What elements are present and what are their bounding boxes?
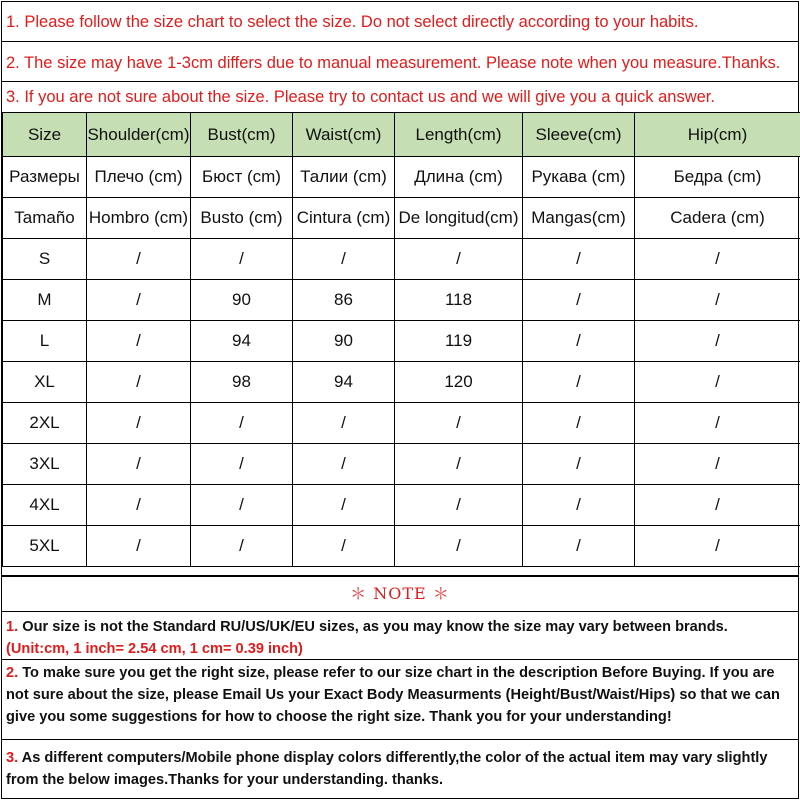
es-label: Cintura (cm): [293, 198, 395, 239]
ru-label: Рукава (cm): [523, 157, 635, 198]
es-label: Tamaño: [3, 198, 87, 239]
measurement-cell: /: [395, 444, 523, 485]
table-row: [3, 239, 800, 280]
note-title: ＊ NOTE ＊: [2, 577, 798, 612]
measurement-cell: /: [635, 485, 800, 526]
measurement-cell: 94: [191, 321, 293, 362]
measurement-cell: 119: [395, 321, 523, 362]
top-note-1: 1. Please follow the size chart to select the size. Do not select directly according to your habits.: [2, 2, 798, 42]
table-row: [3, 403, 800, 444]
notes-section: [2, 575, 798, 798]
table-row: [3, 321, 800, 362]
size-cell: M: [3, 280, 87, 321]
note-1: [2, 612, 798, 660]
measurement-cell: 94: [293, 362, 395, 403]
size-cell: L: [3, 321, 87, 362]
measurement-cell: /: [523, 321, 635, 362]
measurement-cell: /: [523, 239, 635, 280]
table-row: [3, 485, 800, 526]
measurement-cell: 98: [191, 362, 293, 403]
header-hip: Hip(cm): [635, 113, 800, 157]
header-shoulder: Shoulder(cm): [87, 113, 191, 157]
measurement-cell: /: [635, 280, 800, 321]
measurement-cell: /: [395, 526, 523, 567]
measurement-cell: /: [191, 403, 293, 444]
measurement-cell: /: [523, 526, 635, 567]
size-cell: XL: [3, 362, 87, 403]
measurement-cell: /: [635, 526, 800, 567]
measurement-cell: /: [87, 239, 191, 280]
ru-label: Плечо (cm): [87, 157, 191, 198]
measurement-cell: /: [87, 403, 191, 444]
es-label: Mangas(cm): [523, 198, 635, 239]
measurement-cell: /: [293, 403, 395, 444]
note-2-number: 2.: [6, 665, 18, 681]
ru-label: Бедра (cm): [635, 157, 800, 198]
spanish-label-row: [3, 198, 800, 239]
note-3: [2, 740, 798, 798]
measurement-cell: /: [523, 280, 635, 321]
measurement-cell: /: [395, 239, 523, 280]
es-label: Hombro (cm): [87, 198, 191, 239]
ru-label: Талии (cm): [293, 157, 395, 198]
table-row: [3, 280, 800, 321]
size-table: [2, 112, 800, 567]
note-1-number: 1.: [6, 619, 18, 635]
measurement-cell: /: [523, 444, 635, 485]
measurement-cell: /: [191, 444, 293, 485]
table-row: [3, 362, 800, 403]
measurement-cell: /: [87, 444, 191, 485]
measurement-cell: /: [635, 321, 800, 362]
table-row: [3, 526, 800, 567]
es-label: Cadera (cm): [635, 198, 800, 239]
size-cell: 2XL: [3, 403, 87, 444]
size-cell: S: [3, 239, 87, 280]
ru-label: Длина (cm): [395, 157, 523, 198]
top-note-3: 3. If you are not sure about the size. Please try to contact us and we will give you a quick answer.: [2, 82, 798, 112]
measurement-cell: /: [395, 403, 523, 444]
measurement-cell: /: [191, 239, 293, 280]
russian-label-row: [3, 157, 800, 198]
header-size: Size: [3, 113, 87, 157]
top-note-2: 2. The size may have 1-3cm differs due to manual measurement. Please note when you measure.Thanks.: [2, 42, 798, 82]
measurement-cell: /: [635, 362, 800, 403]
measurement-cell: /: [395, 485, 523, 526]
size-cell: 4XL: [3, 485, 87, 526]
ru-label: Бюст (cm): [191, 157, 293, 198]
size-cell: 3XL: [3, 444, 87, 485]
measurement-cell: /: [635, 239, 800, 280]
measurement-cell: 120: [395, 362, 523, 403]
note-3-number: 3.: [6, 750, 18, 766]
measurement-cell: /: [635, 403, 800, 444]
note-1-unit: (Unit:cm, 1 inch= 2.54 cm, 1 cm= 0.39 inch): [6, 641, 303, 657]
note-2: [2, 660, 798, 740]
note-1-text: Our size is not the Standard RU/US/UK/EU sizes, as you may know the size may vary between brands.: [18, 619, 728, 635]
table-header-row: [3, 113, 800, 157]
measurement-cell: /: [635, 444, 800, 485]
measurement-cell: 86: [293, 280, 395, 321]
measurement-cell: /: [87, 362, 191, 403]
note-3-text: As different computers/Mobile phone display colors differently,the color of the actual item may vary slightly from the below images.Thanks for your understanding. thanks.: [6, 750, 767, 788]
measurement-cell: /: [293, 485, 395, 526]
size-chart-page: [1, 1, 799, 799]
measurement-cell: 90: [293, 321, 395, 362]
es-label: De longitud(cm): [395, 198, 523, 239]
ru-label: Размеры: [3, 157, 87, 198]
header-sleeve: Sleeve(cm): [523, 113, 635, 157]
header-waist: Waist(cm): [293, 113, 395, 157]
measurement-cell: /: [293, 239, 395, 280]
measurement-cell: /: [191, 485, 293, 526]
size-data-rows: [3, 239, 800, 567]
note-2-text: To make sure you get the right size, please refer to our size chart in the description Before Buying. If you are not sure about the size, please Email Us your Exact Body Measurments (Height/Bust/Waist/Hips) so that we can give you some suggestions for how to choose the right size. Thank you for your understanding!: [6, 665, 780, 725]
measurement-cell: /: [293, 526, 395, 567]
measurement-cell: /: [191, 526, 293, 567]
measurement-cell: 118: [395, 280, 523, 321]
es-label: Busto (cm): [191, 198, 293, 239]
measurement-cell: /: [523, 403, 635, 444]
measurement-cell: /: [523, 485, 635, 526]
measurement-cell: /: [293, 444, 395, 485]
header-length: Length(cm): [395, 113, 523, 157]
header-bust: Bust(cm): [191, 113, 293, 157]
measurement-cell: /: [87, 485, 191, 526]
measurement-cell: /: [87, 321, 191, 362]
measurement-cell: 90: [191, 280, 293, 321]
table-row: [3, 444, 800, 485]
measurement-cell: /: [87, 526, 191, 567]
size-cell: 5XL: [3, 526, 87, 567]
measurement-cell: /: [523, 362, 635, 403]
measurement-cell: /: [87, 280, 191, 321]
